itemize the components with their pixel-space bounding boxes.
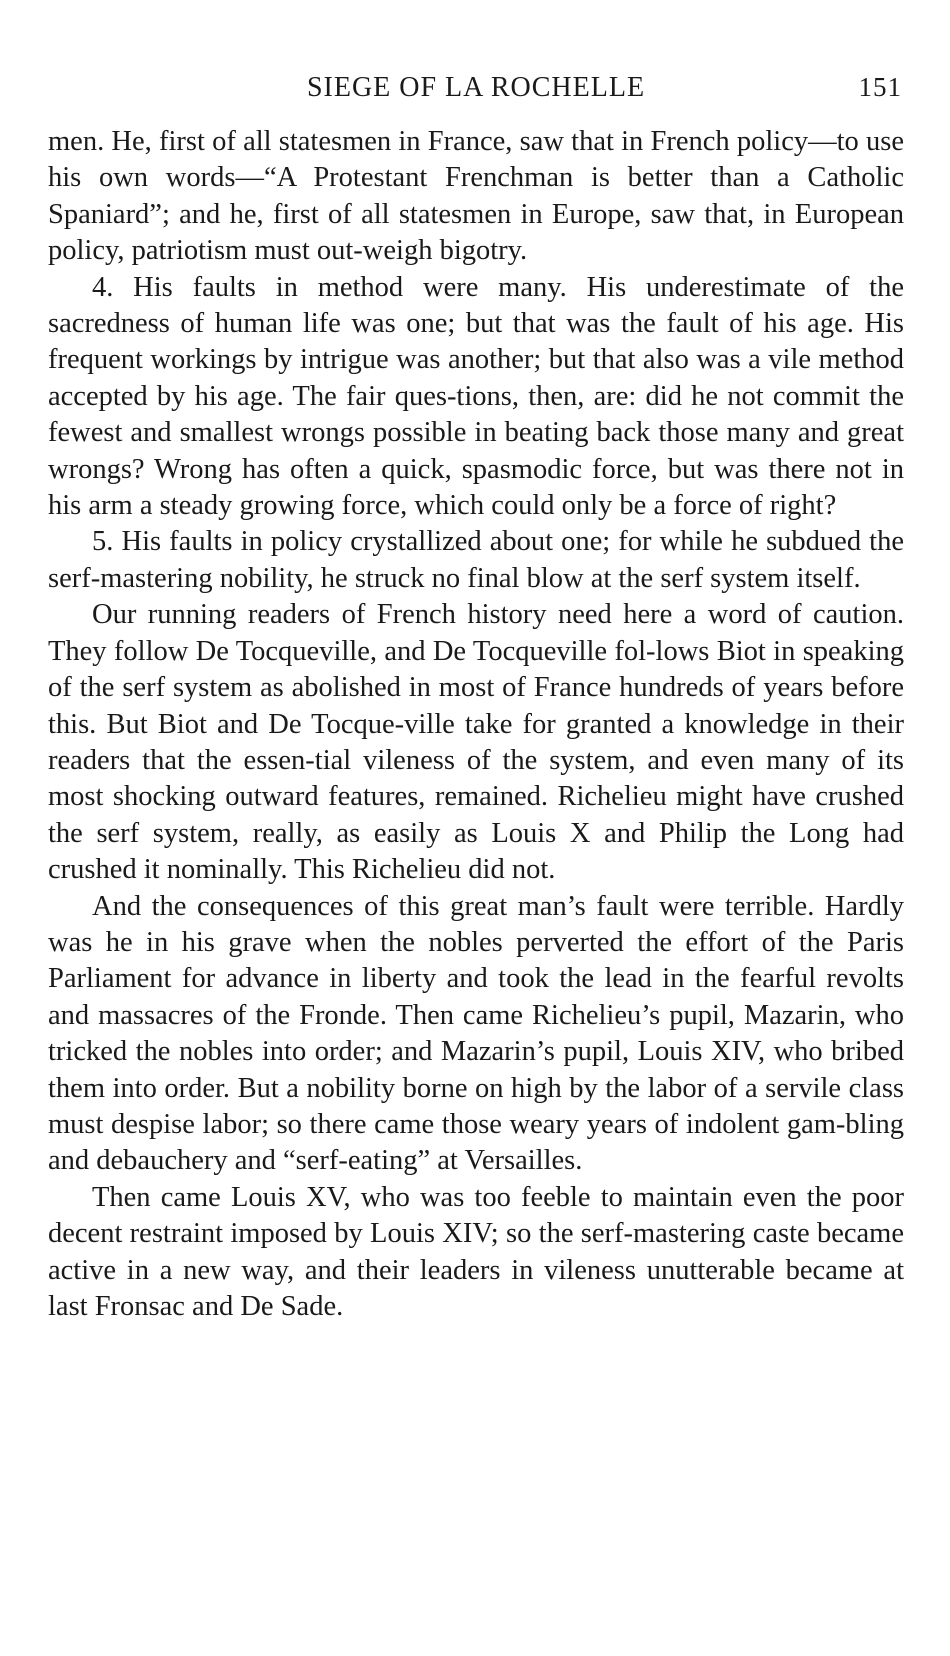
running-head [48, 66, 904, 110]
paragraph-louis-xv: Then came Louis XV, who was too feeble to maintain even the poor decent restraint imposed by Louis XIV; so the serf-mastering caste became active in a new way, and their leaders in vileness unutterable became at last Fronsac and De Sade. [48, 1181, 904, 1322]
page-number: 151 [858, 72, 902, 102]
body-text [48, 124, 904, 1325]
paragraph-continued: men. He, first of all statesmen in France, saw that in French policy—to use his own words—“A Protestant Frenchman is better than a Catholic Spaniard”; and he, first of all statesmen in Europe, saw that, in European policy, patriotism must out-weigh bigotry. [48, 126, 904, 267]
paragraph-point-4: 4. His faults in method were many. His underestimate of the sacredness of human life was one; but that was the fault of his age. His frequent workings by intrigue was another; but that also was a vile method accepted by his age. The fair ques-tions, then, are: did he not commit the fewest and smallest wrongs possible in beating back those many and great wrongs? Wrong has often a quick, spasmodic force, but was there not in his arm a steady growing force, which could only be a force of right? [48, 271, 904, 522]
paragraph-consequences: And the consequences of this great man’s fault were terrible. Hardly was he in his grave when the nobles perverted the effort of the Paris Parliament for advance in liberty and took the lead in the fearful revolts and massacres of the Fronde. Then came Richelieu’s pupil, Mazarin, who tricked the nobles into order; and Mazarin’s pupil, Louis XIV, who bribed them into order. But a nobility borne on high by the labor of a servile class must despise labor; so there came those weary years of indolent gam-bling and debauchery and “serf-eating” at Versailles. [48, 890, 904, 1177]
running-title: SIEGE OF LA ROCHELLE [306, 72, 646, 103]
book-page [48, 66, 904, 1325]
paragraph-point-5: 5. His faults in policy crystallized about one; for while he subdued the serf-mastering nobility, he struck no final blow at the serf system itself. [48, 526, 904, 594]
paragraph-caution: Our running readers of French history need here a word of caution. They follow De Tocqueville, and De Tocqueville fol-lows Biot in speaking of the serf system as abolished in most of France hundreds of years before this. But Biot and De Tocque-ville take for granted a knowledge in their readers that the essen-tial vileness of the system, and even many of its most shocking outward features, remained. Richelieu might have crushed the serf system, really, as easily as Louis X and Philip the Long had crushed it nominally. This Richelieu did not. [48, 599, 904, 886]
